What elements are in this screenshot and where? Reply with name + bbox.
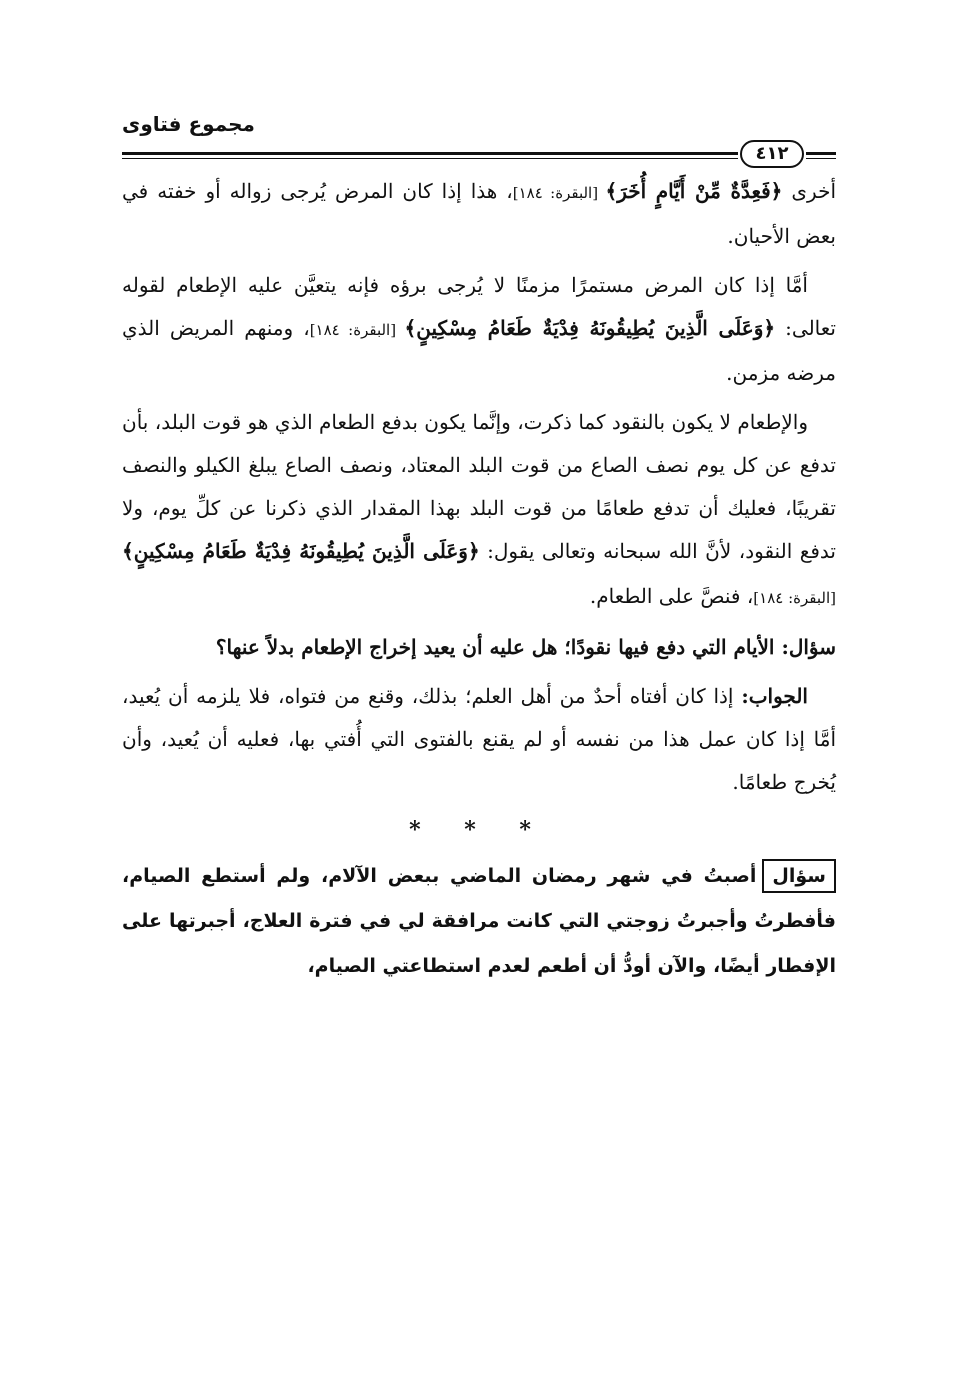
paragraph-2	[122, 264, 836, 395]
verse-reference: [البقرة: ١٨٤]	[753, 589, 836, 607]
header-rule-thick	[122, 152, 722, 155]
paragraph-3	[122, 401, 836, 620]
paragraph-1	[122, 170, 836, 258]
paragraph-text: أخرى	[782, 179, 837, 203]
page-number-ornament	[722, 140, 836, 170]
verse-reference: [البقرة: ١٨٤]	[512, 184, 606, 202]
quran-verse: ﴿وَعَلَى الَّذِينَ يُطِيقُونَهُ فِدْيَةٌ طَعَامُ مِسْكِينٍ﴾	[404, 316, 776, 340]
answer	[122, 675, 836, 804]
page	[122, 100, 836, 1280]
book-title: مجموع فتاوى	[122, 112, 255, 136]
page-number: ٤١٢	[740, 140, 804, 168]
quran-verse: ﴿وَعَلَى الَّذِينَ يُطِيقُونَهُ فِدْيَةٌ طَعَامُ مِسْكِينٍ﴾	[122, 539, 480, 563]
page-header	[122, 100, 836, 170]
final-question	[122, 854, 836, 989]
paragraph-text: والإطعام لا يكون بالنقود كما ذكرت، وإنَّما يكون بدفع الطعام الذي هو قوت البلد، بأن تدفع عن كل يوم نصف الصاع من قوت البلد المعتاد، ونصف الصاع يبلغ الكيلو والنصف تقريبًا، فعليك أن تدفع طعامًا من قوت البلد بهذا المقدار الذي ذكرنا عن كلِّ يوم، ولا تدفع النقود، لأنَّ الله سبحانه وتعالى يقول:	[122, 410, 836, 563]
question	[122, 626, 836, 669]
ornament-line	[722, 158, 738, 159]
final-question-text: أصبتُ في شهر رمضان الماضي ببعض الآلام، ولم أستطع الصيام، فأفطرتُ وأجبرتُ زوجتي التي كانت مرافقة لي في فترة العلاج، أجبرتها على الإفطار أيضًا، والآن أودُّ أن أطعم لعدم استطاعتي الصيام،	[122, 865, 836, 977]
paragraph-text: ، فنصَّ على الطعام.	[589, 584, 754, 608]
paragraph-text: ، ومنهم المريض الذي مرضه مزمن.	[122, 316, 836, 385]
ornament-line	[722, 152, 738, 155]
paragraph-text: أمَّا إذا كان المرض مستمرًا مزمنًا لا يُرجى برؤه فإنه يتعيَّن عليه الإطعام لقوله تعالى:	[122, 273, 836, 340]
question-label: سؤال:	[781, 635, 836, 659]
section-separator: * * *	[409, 817, 549, 843]
question-boxed-label: سؤال	[762, 859, 836, 893]
ornament-line	[806, 152, 836, 155]
verse-reference: [البقرة: ١٨٤]	[309, 321, 405, 339]
paragraph-text: ، هذا إذا كان المرض يُرجى زواله أو خفته في بعض الأحيان.	[122, 179, 836, 248]
question-text: الأيام التي دفع فيها نقودًا؛ هل عليه أن يعيد إخراج الإطعام بدلاً عنها؟	[215, 635, 782, 659]
quran-verse: ﴿فَعِدَّةٌ مِّنْ أَيَّامٍ أُخَرَ﴾	[605, 179, 783, 203]
page-body	[122, 170, 836, 989]
header-rule-thin	[122, 158, 722, 159]
ornament-line	[806, 158, 836, 159]
answer-text: إذا كان أفتاه أحدٌ من أهل العلم؛ بذلك، وقنع من فتواه، فلا يلزمه أن يُعيد، أمَّا إذا كان عمل هذا من نفسه أو لم يقنع بالفتوى التي أُفتي بها، فعليه أن يُعيد، وأن يُخرج طعامًا.	[122, 684, 836, 794]
answer-label: الجواب:	[741, 684, 808, 708]
